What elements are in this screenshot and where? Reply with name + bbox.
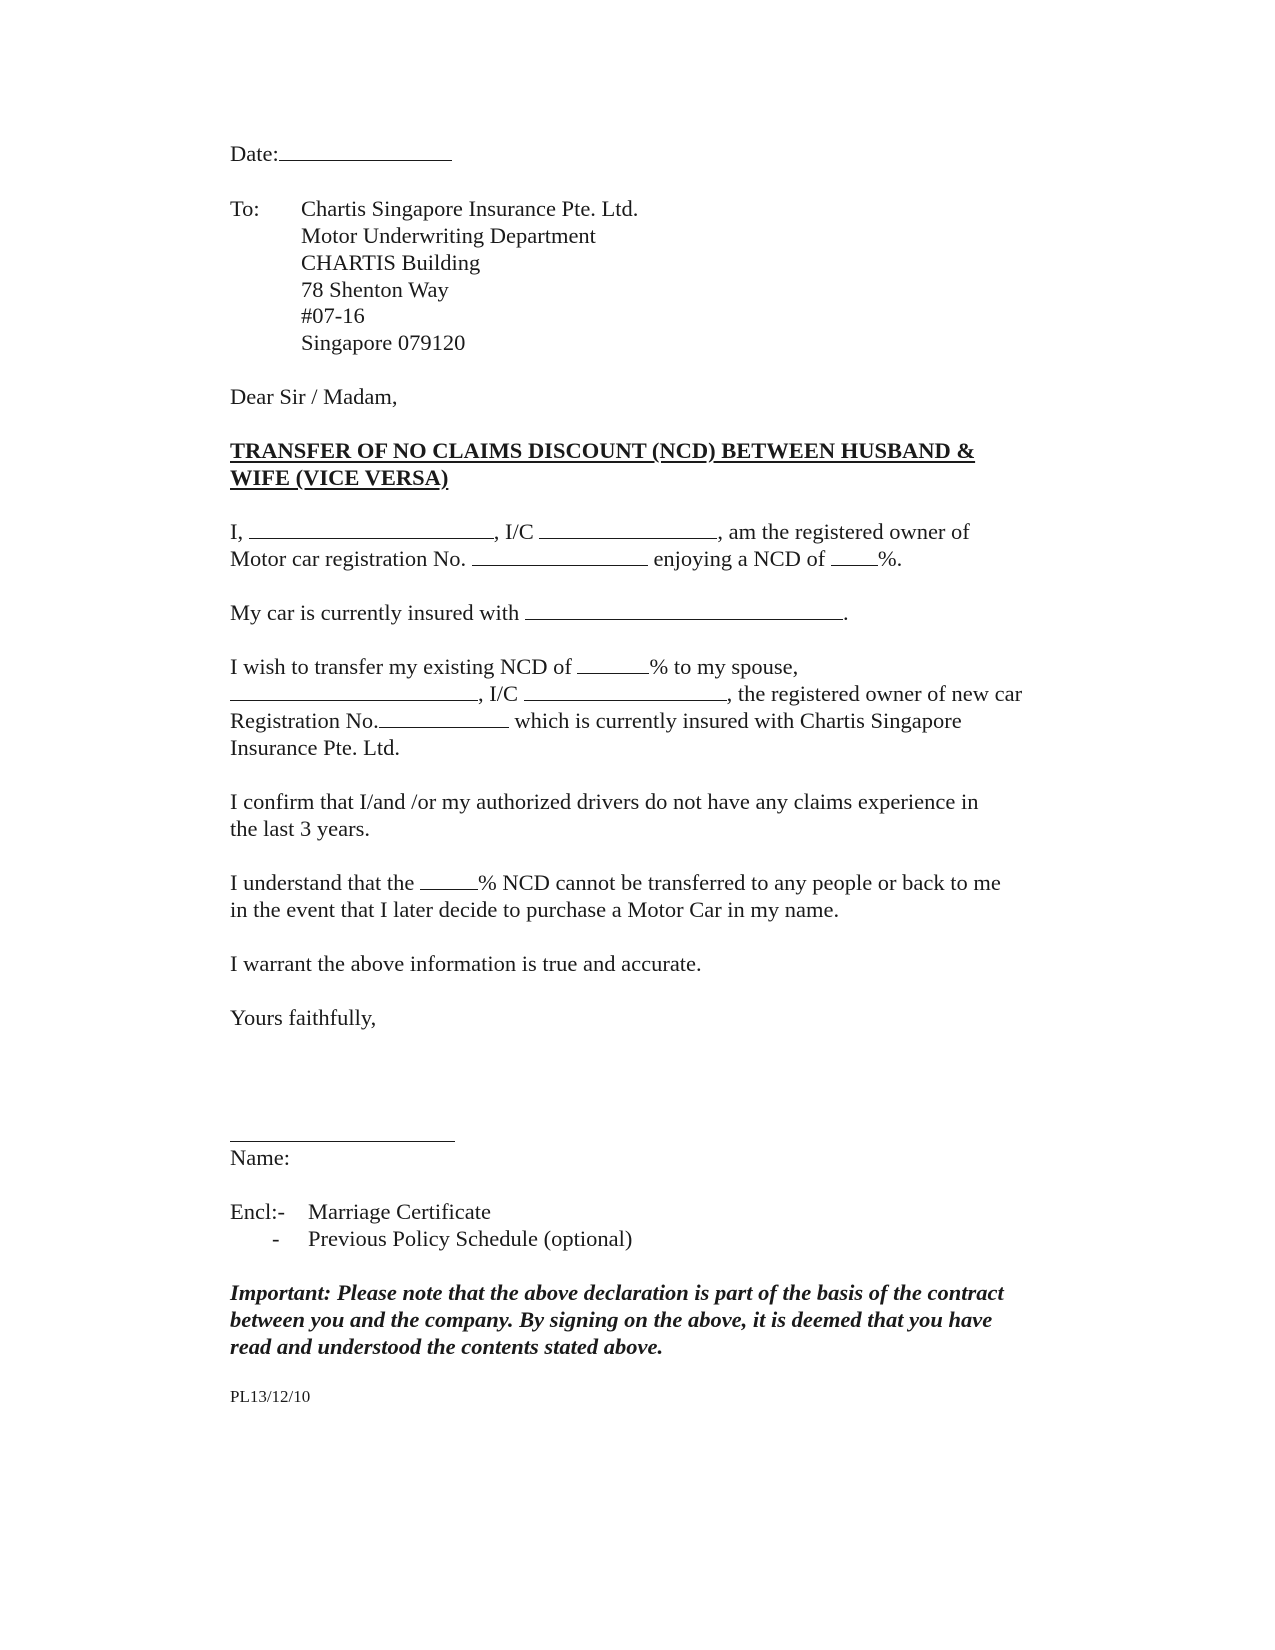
p5-text-a: I understand that the xyxy=(230,870,415,895)
reference-code: PL13/12/10 xyxy=(230,1387,311,1406)
title-line-1: TRANSFER OF NO CLAIMS DISCOUNT (NCD) BETWEEN HUSBAND & xyxy=(230,438,976,463)
closing: Yours faithfully, xyxy=(230,1005,377,1030)
transfer-ncd-blank[interactable] xyxy=(577,654,649,674)
p3-line-3 xyxy=(230,707,962,734)
p3-text-e: Registration No. xyxy=(230,708,379,733)
address-line-3: CHARTIS Building xyxy=(301,250,481,275)
ncd-percent-blank[interactable] xyxy=(831,546,878,566)
title-line-2: WIFE (VICE VERSA) xyxy=(230,465,449,490)
address-line-2: Motor Underwriting Department xyxy=(301,223,596,248)
current-insurer-blank[interactable] xyxy=(525,600,843,620)
p4-line-2: the last 3 years. xyxy=(230,816,370,841)
enclosure-dash: - xyxy=(272,1226,280,1251)
p4-line-1: I confirm that I/and /or my authorized drivers do not have any claims experience in xyxy=(230,789,979,814)
p1-text-a: I, xyxy=(230,519,244,544)
p3-line-1 xyxy=(230,653,798,680)
signature-line[interactable] xyxy=(230,1141,455,1142)
address-line-4: 78 Shenton Way xyxy=(301,277,449,302)
p3-text-b: % to my spouse, xyxy=(649,654,799,679)
p5-line-1 xyxy=(230,869,1001,896)
p3-text-d: , the registered owner of new car xyxy=(726,681,1023,706)
salutation: Dear Sir / Madam, xyxy=(230,384,398,409)
address-line-6: Singapore 079120 xyxy=(301,330,466,355)
p3-line-2 xyxy=(230,680,1022,707)
owner-ic-blank[interactable] xyxy=(539,519,717,539)
to-label: To: xyxy=(230,196,260,221)
p1-text-d: Motor car registration No. xyxy=(230,546,467,571)
address-line-5: #07-16 xyxy=(301,303,365,328)
warranty-statement: I warrant the above information is true and accurate. xyxy=(230,951,702,976)
enclosures-label: Encl:- xyxy=(230,1199,285,1224)
owner-name-blank[interactable] xyxy=(249,519,494,539)
spouse-ic-blank[interactable] xyxy=(524,681,727,701)
p5-text-b: % NCD cannot be transferred to any people or back to me xyxy=(477,870,1001,895)
spouse-name-blank[interactable] xyxy=(230,681,478,701)
date-blank[interactable] xyxy=(279,141,452,161)
p3-text-a: I wish to transfer my existing NCD of xyxy=(230,654,572,679)
p1-text-e: enjoying a NCD of xyxy=(653,546,826,571)
name-label: Name: xyxy=(230,1145,290,1170)
p2-line xyxy=(230,599,849,626)
car-registration-blank[interactable] xyxy=(472,546,648,566)
new-car-registration-blank[interactable] xyxy=(379,708,509,728)
non-transferable-ncd-blank[interactable] xyxy=(420,870,478,890)
enclosure-item-1: Marriage Certificate xyxy=(308,1199,492,1224)
date-row xyxy=(230,140,452,167)
p1-line-1 xyxy=(230,518,970,545)
p1-line-2 xyxy=(230,545,902,572)
enclosure-item-2: Previous Policy Schedule (optional) xyxy=(308,1226,633,1251)
address-line-1: Chartis Singapore Insurance Pte. Ltd. xyxy=(301,196,639,221)
p2-text-a: My car is currently insured with xyxy=(230,600,520,625)
p5-line-2: in the event that I later decide to purchase a Motor Car in my name. xyxy=(230,897,840,922)
p3-text-f: which is currently insured with Chartis Singapore xyxy=(514,708,962,733)
important-line-1: Important: Please note that the above declaration is part of the basis of the contract xyxy=(230,1280,1004,1305)
p3-line-4: Insurance Pte. Ltd. xyxy=(230,735,400,760)
p1-text-f: %. xyxy=(877,546,903,571)
p1-text-c: , am the registered owner of xyxy=(717,519,970,544)
date-label: Date: xyxy=(230,141,279,166)
p3-text-c: , I/C xyxy=(478,681,519,706)
important-line-3: read and understood the contents stated above. xyxy=(230,1334,664,1359)
p2-text-b: . xyxy=(842,600,849,625)
important-line-2: between you and the company. By signing on the above, it is deemed that you have xyxy=(230,1307,993,1332)
p1-text-b: , I/C xyxy=(493,519,534,544)
